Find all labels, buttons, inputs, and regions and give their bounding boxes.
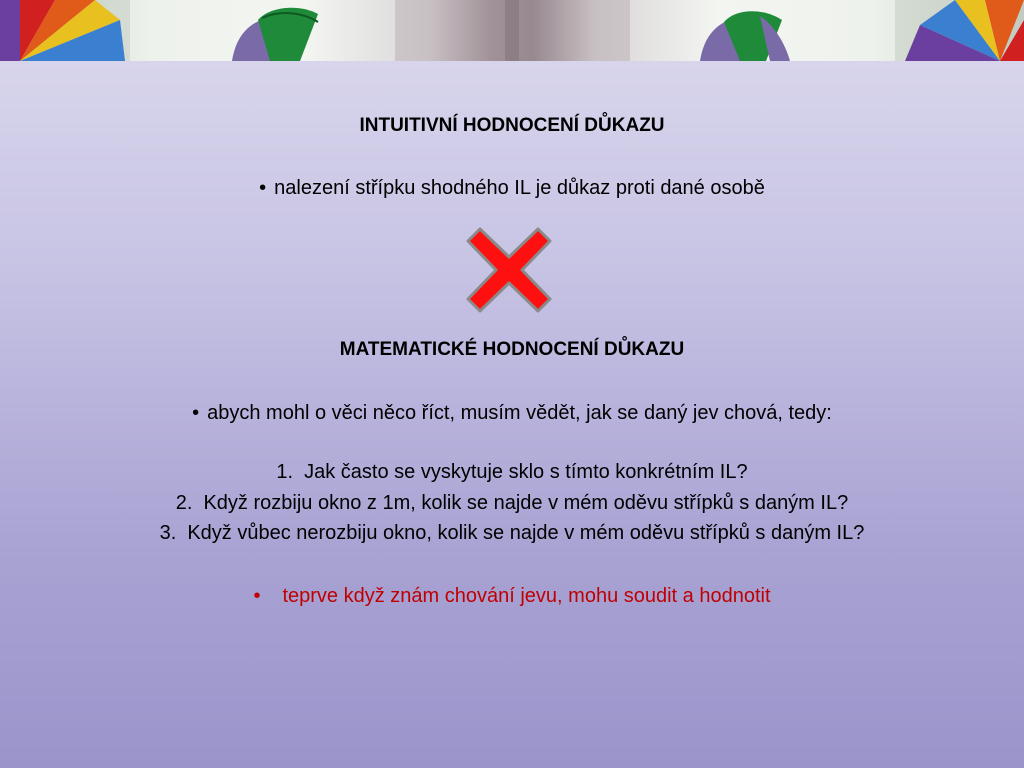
question-text: Jak často se vyskytuje sklo s tímto konkrétním IL? [304, 461, 748, 483]
header-banner [0, 0, 1024, 61]
rainbow-pie-right [895, 0, 1024, 61]
heading-math: MATEMATICKÉ HODNOCENÍ DŮKAZU [339, 339, 685, 360]
question-item-1 [0, 460, 1024, 484]
question-text: Když rozbiju okno z 1m, kolik se najde v mém oděvu střípků s daným IL? [203, 492, 849, 514]
conclusion-bullet [0, 584, 1024, 608]
bullet-math [0, 401, 1024, 425]
green-pie-left [232, 8, 318, 61]
bullet-glyph: • [192, 402, 200, 424]
bullet-glyph: • [259, 177, 267, 199]
question-number: 3. [159, 522, 177, 544]
rainbow-pie-left [0, 0, 130, 61]
question-text: Když vůbec nerozbiju okno, kolik se najde v mém oděvu střípků s daným IL? [187, 522, 865, 544]
question-item-3 [0, 521, 1024, 545]
conclusion-text: teprve když znám chování jevu, mohu soudit a hodnotit [282, 585, 771, 607]
bullet-intuitive-text: nalezení střípku shodného IL je důkaz proti dané osobě [274, 177, 765, 199]
bullet-intuitive [0, 176, 1024, 200]
pie-chart-banner [0, 0, 1024, 61]
slide-content [0, 61, 1024, 768]
bullet-glyph: • [253, 585, 261, 607]
bullet-math-text: abych mohl o věci něco říct, musím vědět, jak se daný jev chová, tedy: [207, 402, 832, 424]
heading-intuitive: INTUITIVNÍ HODNOCENÍ DŮKAZU [359, 115, 665, 136]
red-cross-icon [466, 227, 552, 313]
question-number: 2. [175, 492, 193, 514]
question-item-2 [0, 491, 1024, 515]
green-pie-right [700, 11, 790, 61]
question-number: 1. [276, 461, 294, 483]
